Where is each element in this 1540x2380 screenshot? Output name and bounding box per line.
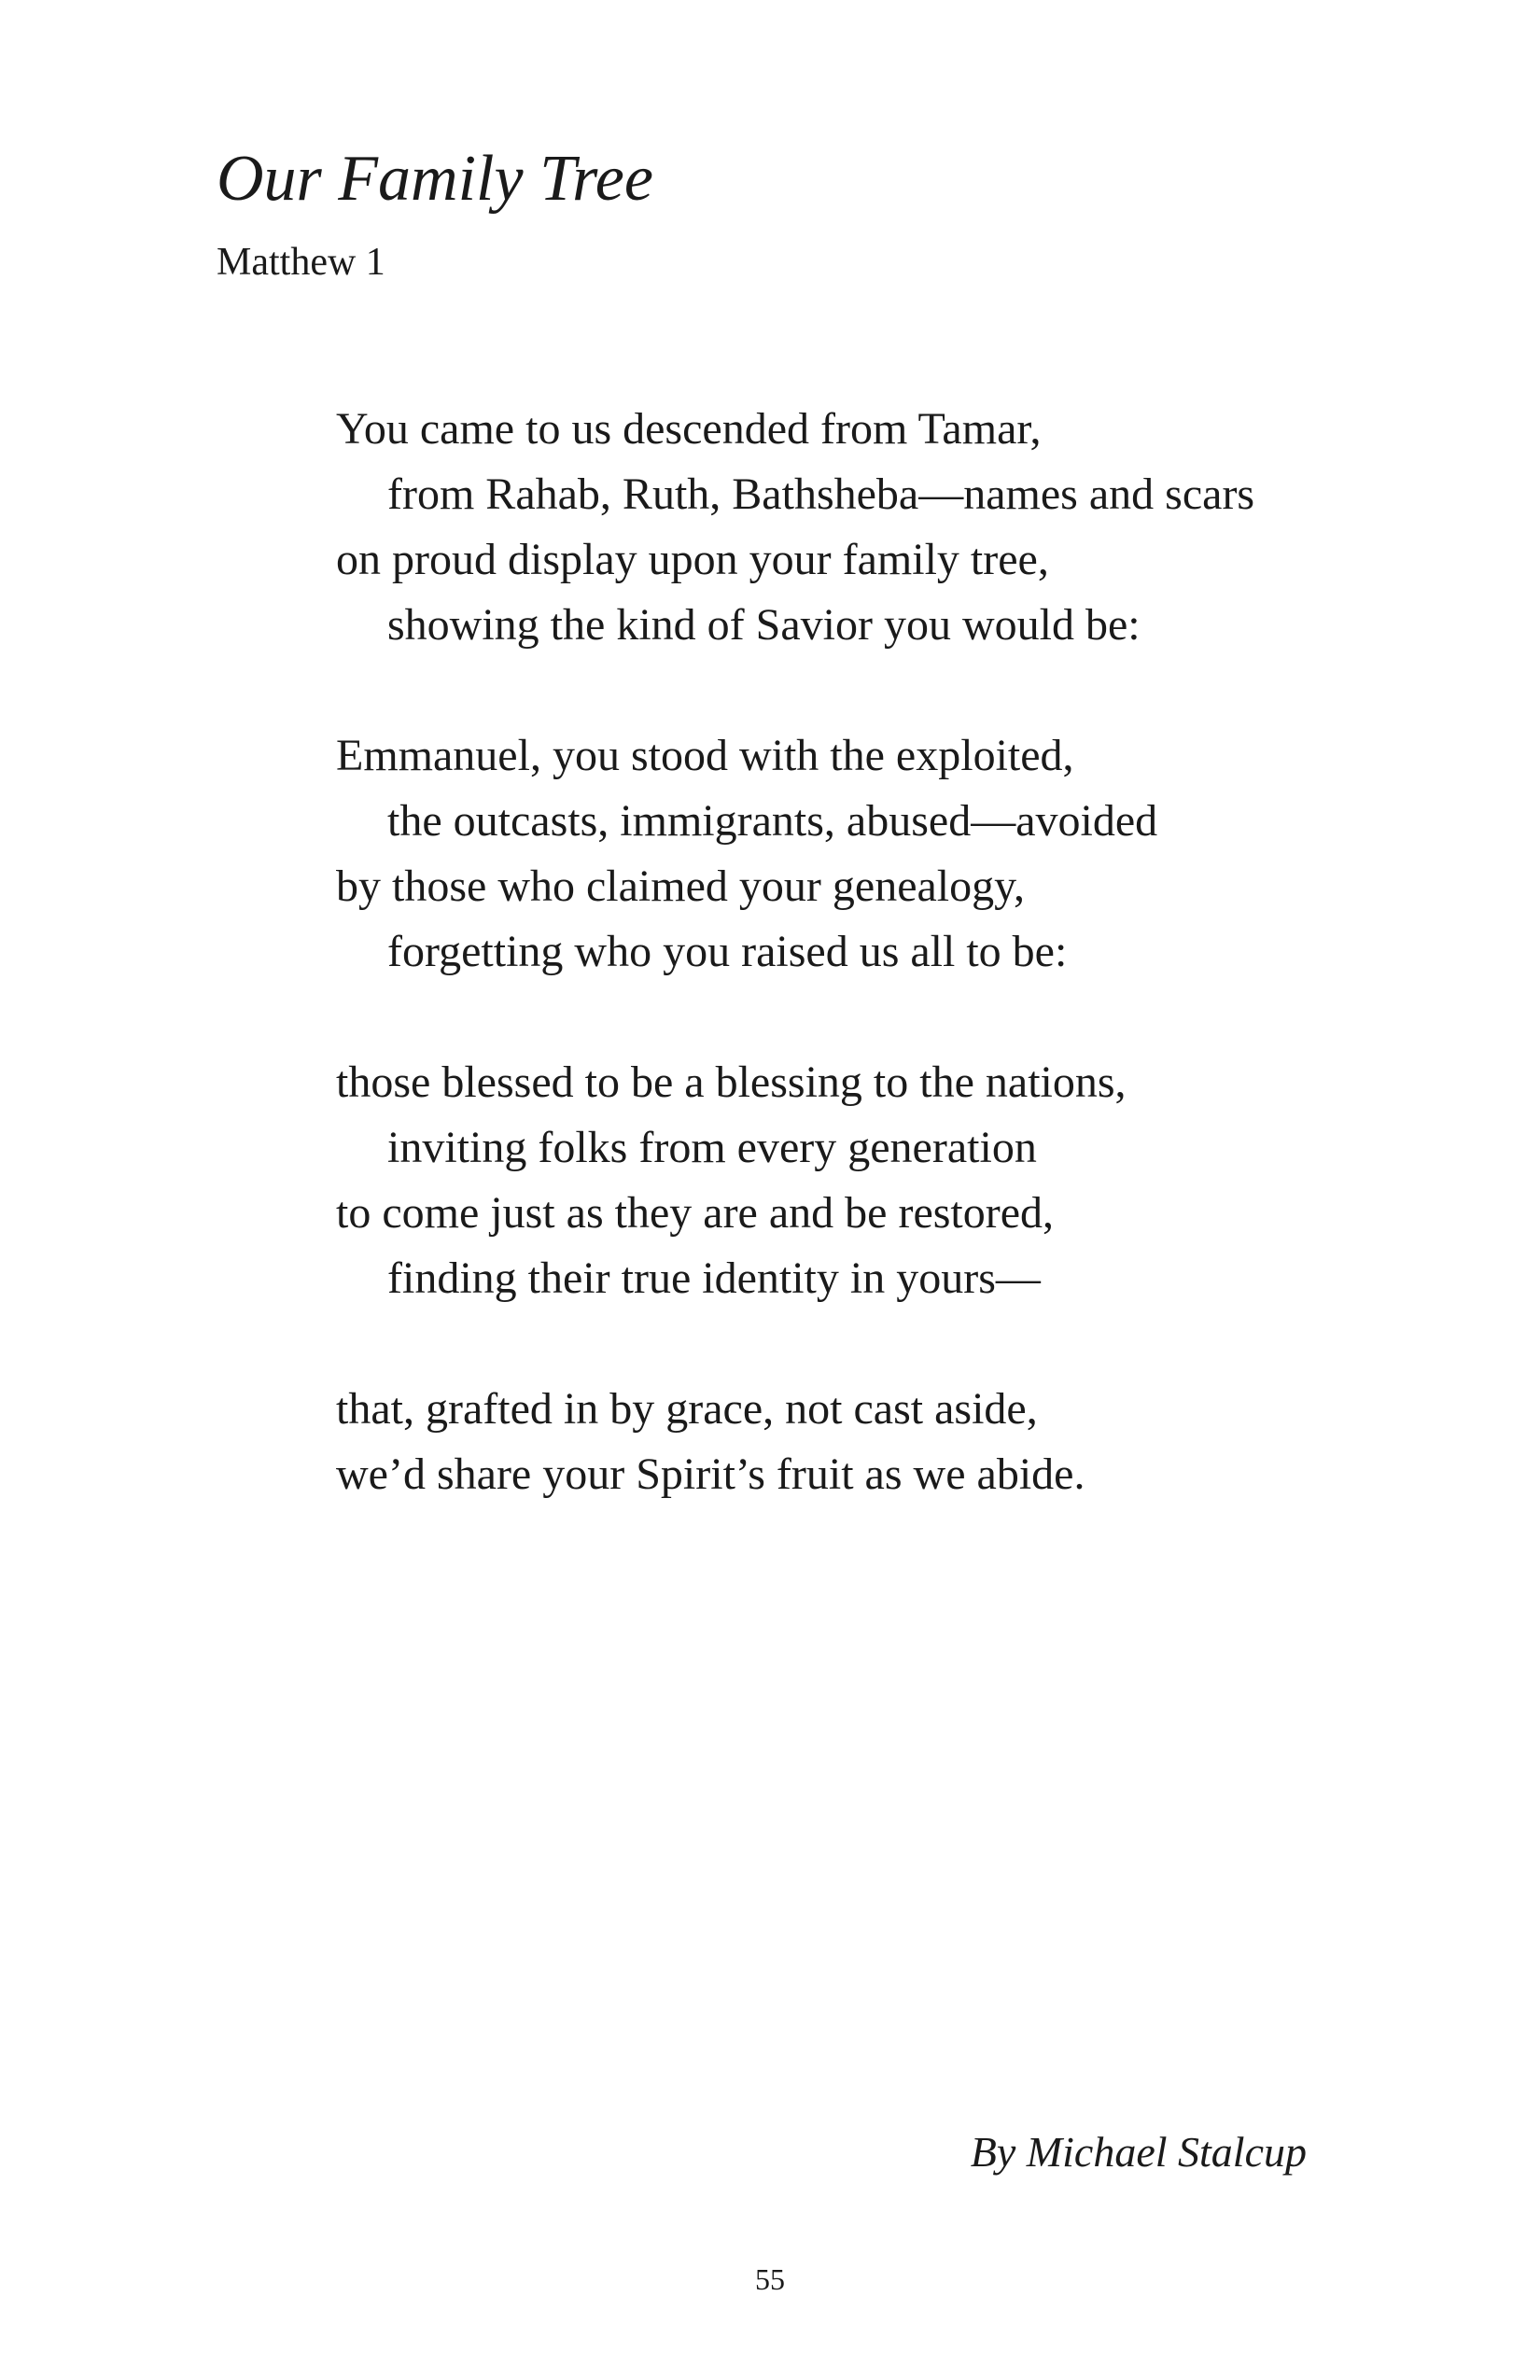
poem-line: finding their true identity in yours— xyxy=(387,1253,1041,1303)
author-byline: By Michael Stalcup xyxy=(970,2128,1307,2176)
poem-line: You came to us descended from Tamar, xyxy=(336,404,1042,454)
poem-line: to come just as they are and be restored, xyxy=(336,1188,1055,1238)
page-number: 55 xyxy=(755,2262,785,2296)
poem-line: by those who claimed your genealogy, xyxy=(336,861,1026,911)
poem-line: from Rahab, Ruth, Bathsheba—names and scars xyxy=(387,469,1255,519)
poem-line: inviting folks from every generation xyxy=(387,1123,1037,1172)
poem-body xyxy=(336,397,1437,1573)
stanza-4 xyxy=(336,1377,1437,1507)
poem-line: forgetting who you raised us all to be: xyxy=(387,927,1068,976)
poem-title: Our Family Tree xyxy=(217,143,653,215)
stanza-2 xyxy=(336,723,1437,985)
stanza-1 xyxy=(336,397,1437,658)
poem-line: that, grafted in by grace, not cast aside, xyxy=(336,1384,1038,1434)
stanza-3 xyxy=(336,1050,1437,1311)
poem-line: on proud display upon your family tree, xyxy=(336,535,1049,584)
scripture-reference: Matthew 1 xyxy=(217,241,385,284)
poem-line: the outcasts, immigrants, abused—avoided xyxy=(387,796,1158,846)
poem-line: showing the kind of Savior you would be: xyxy=(387,600,1141,650)
poem-line: those blessed to be a blessing to the nations, xyxy=(336,1057,1127,1107)
poem-line: we’d share your Spirit’s fruit as we abide. xyxy=(336,1449,1085,1499)
poem-line: Emmanuel, you stood with the exploited, xyxy=(336,731,1074,780)
